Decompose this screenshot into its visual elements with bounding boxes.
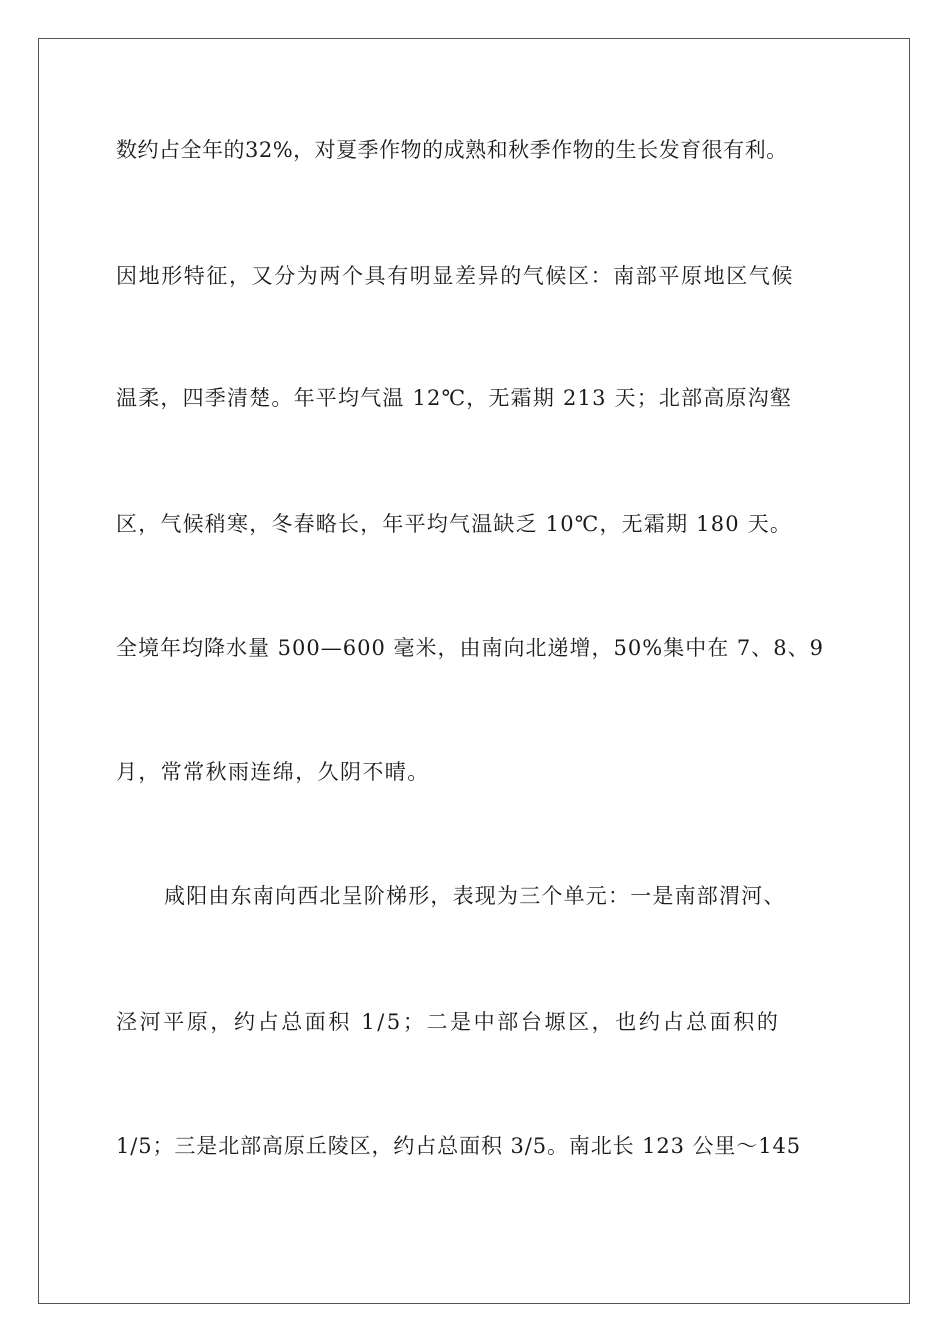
paragraph-line-9: 1/5；三是北部高原丘陵区，约占总面积 3/5。南北长 123 公里～145: [116, 1134, 801, 1158]
paragraph-line-8: 泾河平原，约占总面积 1/5；二是中部台塬区，也约占总面积的: [116, 1010, 781, 1034]
paragraph-line-1: 数约占全年的32%，对夏季作物的成熟和秋季作物的生长发育很有利。: [116, 138, 788, 162]
paragraph-line-3: 温柔，四季清楚。年平均气温 12℃，无霜期 213 天；北部高原沟壑: [116, 386, 793, 410]
paragraph-line-2: 因地形特征，又分为两个具有明显差异的气候区：南部平原地区气候: [116, 264, 794, 288]
paragraph-line-4: 区，气候稍寒，冬春略长，年平均气温缺乏 10℃，无霜期 180 天。: [116, 512, 793, 536]
paragraph-line-7: 咸阳由东南向西北呈阶梯形，表现为三个单元：一是南部渭河、: [164, 884, 786, 908]
paragraph-line-6: 月，常常秋雨连绵，久阴不晴。: [116, 760, 430, 784]
paragraph-line-5: 全境年均降水量 500—600 毫米，由南向北递增，50%集中在 7、8、9: [116, 636, 824, 660]
page-border: [38, 38, 910, 1304]
